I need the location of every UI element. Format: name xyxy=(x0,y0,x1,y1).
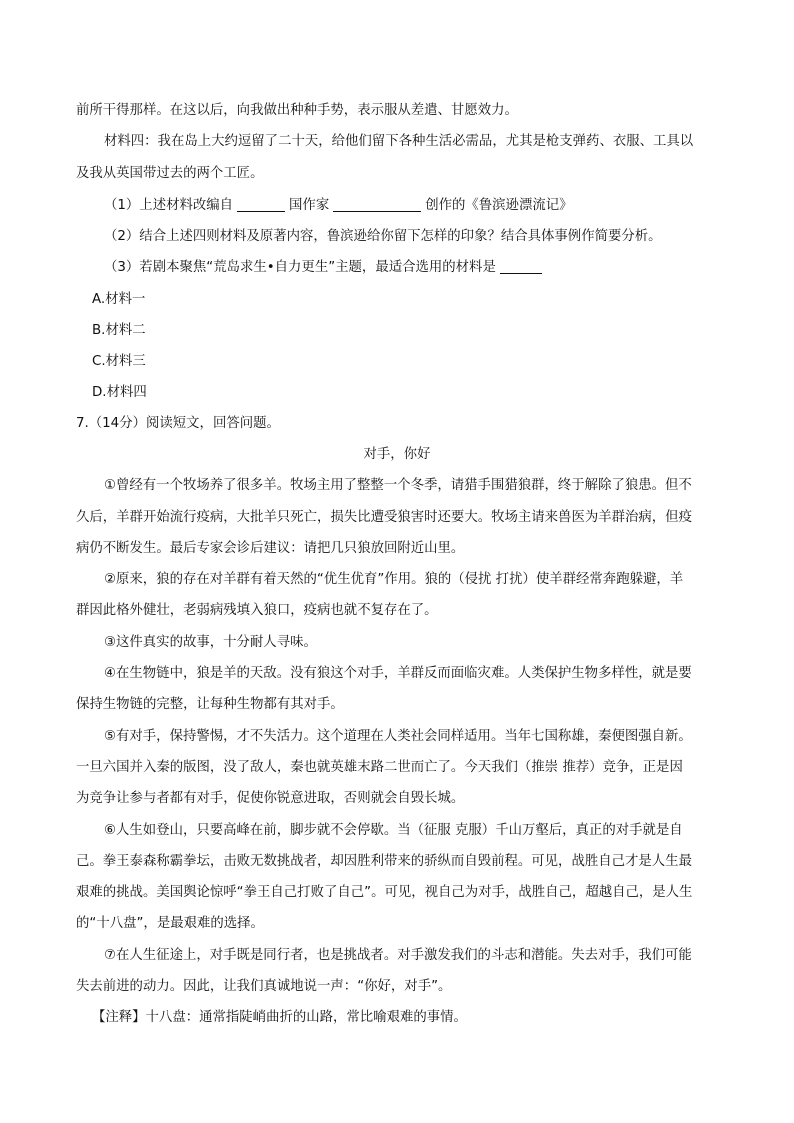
option-b[interactable]: B.材料二 xyxy=(92,323,146,338)
material-four-line-2: 及我从英国带过去的两个工匠。 xyxy=(76,166,264,181)
article-line: ⑥人生如登山，只要高峰在前，脚步就不会停歇。当（征服 克服）千山万壑后，真正的对手就是自 xyxy=(104,823,683,838)
article-line: 己。拳王泰森称霸拳坛，击败无数挑战者，却因胜利带来的骄纵而自毁前程。可见，战胜自己才是人生最 xyxy=(76,854,692,869)
answer-blank-material[interactable] xyxy=(500,259,542,274)
question-1-part-1: （1）上述材料改编自 xyxy=(104,198,234,213)
footnote: 【注释】十八盘：通常指陡峭曲折的山路，常比喻艰难的事情。 xyxy=(92,1010,467,1025)
article-line: 失去前进的动力。因此，让我们真诚地说一声：“你好，对手”。 xyxy=(76,979,452,994)
option-d[interactable]: D.材料四 xyxy=(92,385,147,400)
article-line: 为竞争让参与者都有对手，促使你锐意进取，否则就会自毁长城。 xyxy=(76,791,465,806)
option-c[interactable]: C.材料三 xyxy=(92,354,146,369)
article-line: 久后，羊群开始流行疫病，大批羊只死亡，损失比遭受狼害时还要大。牧场主请来兽医为羊群治病，但疫 xyxy=(76,510,692,525)
article-line: ⑤有对手，保持警惕，才不失活力。这个道理在人类社会同样适用。当年七国称雄，秦便图强自新。 xyxy=(104,729,692,744)
article-line: ③这件真实的故事，十分耐人寻味。 xyxy=(104,635,317,650)
article-line: 的“十八盘”，是最艰难的选择。 xyxy=(76,916,264,931)
question-3 xyxy=(104,258,722,278)
question-1 xyxy=(104,196,722,216)
article-line: ④在生物链中，狼是羊的天敌。没有狼这个对手，羊群反而面临灾难。人类保护生物多样性，就是要 xyxy=(104,666,692,681)
article-line: ②原来，狼的存在对羊群有着天然的“优生优育”作用。狼的（侵扰 打扰）使羊群经常奔跑躲避，羊 xyxy=(104,572,684,587)
answer-blank-country[interactable] xyxy=(237,197,285,212)
article-line: 一旦六国并入秦的版图，没了敌人，秦也就英雄末路二世而亡了。今天我们（推崇 推荐）竞争，正是因 xyxy=(76,760,683,775)
article-line: ⑦在人生征途上，对手既是同行者，也是挑战者。对手激发我们的斗志和潜能。失去对手，我们可能 xyxy=(104,948,692,963)
article-title: 对手，你好 xyxy=(363,447,431,462)
article-line: 病仍不断发生。最后专家会诊后建议：请把几只狼放回附近山里。 xyxy=(76,541,465,556)
question-7-heading: 7.（14分）阅读短文，回答问题。 xyxy=(76,416,280,431)
material-four-line-1: 材料四：我在岛上大约逗留了二十天，给他们留下各种生活必需品，尤其是枪支弹药、衣服、工具以 xyxy=(104,134,694,149)
question-2: （2）结合上述四则材料及原著内容，鲁滨逊给你留下怎样的印象？结合具体事例作简要分析。 xyxy=(104,229,662,244)
question-3-text: （3）若剧本聚焦“荒岛求生•自力更生”主题，最适合选用的材料是 xyxy=(104,260,496,275)
article-line: 保持生物链的完整，让每种生物都有其对手。 xyxy=(76,697,344,712)
continued-text-line: 前所干得那样。在这以后，向我做出种种手势，表示服从差遣、甘愿效力。 xyxy=(76,103,518,118)
question-1-part-3: 创作的《鲁滨逊漂流记》 xyxy=(425,198,573,213)
question-1-part-2: 国作家 xyxy=(289,198,330,213)
answer-blank-author[interactable] xyxy=(333,197,421,212)
option-a[interactable]: A.材料一 xyxy=(92,292,146,307)
article-line: 艰难的挑战。美国舆论惊呼“拳王自己打败了自己”。可见，视自己为对手，战胜自己，超越自己，是人生 xyxy=(76,885,693,900)
article-line: ①曾经有一个牧场养了很多羊。牧场主用了整整一个冬季，请猎手围猎狼群，终于解除了狼患。但不 xyxy=(104,478,692,493)
article-line: 群因此格外健壮，老弱病残填入狼口，疫病也就不复存在了。 xyxy=(76,603,438,618)
